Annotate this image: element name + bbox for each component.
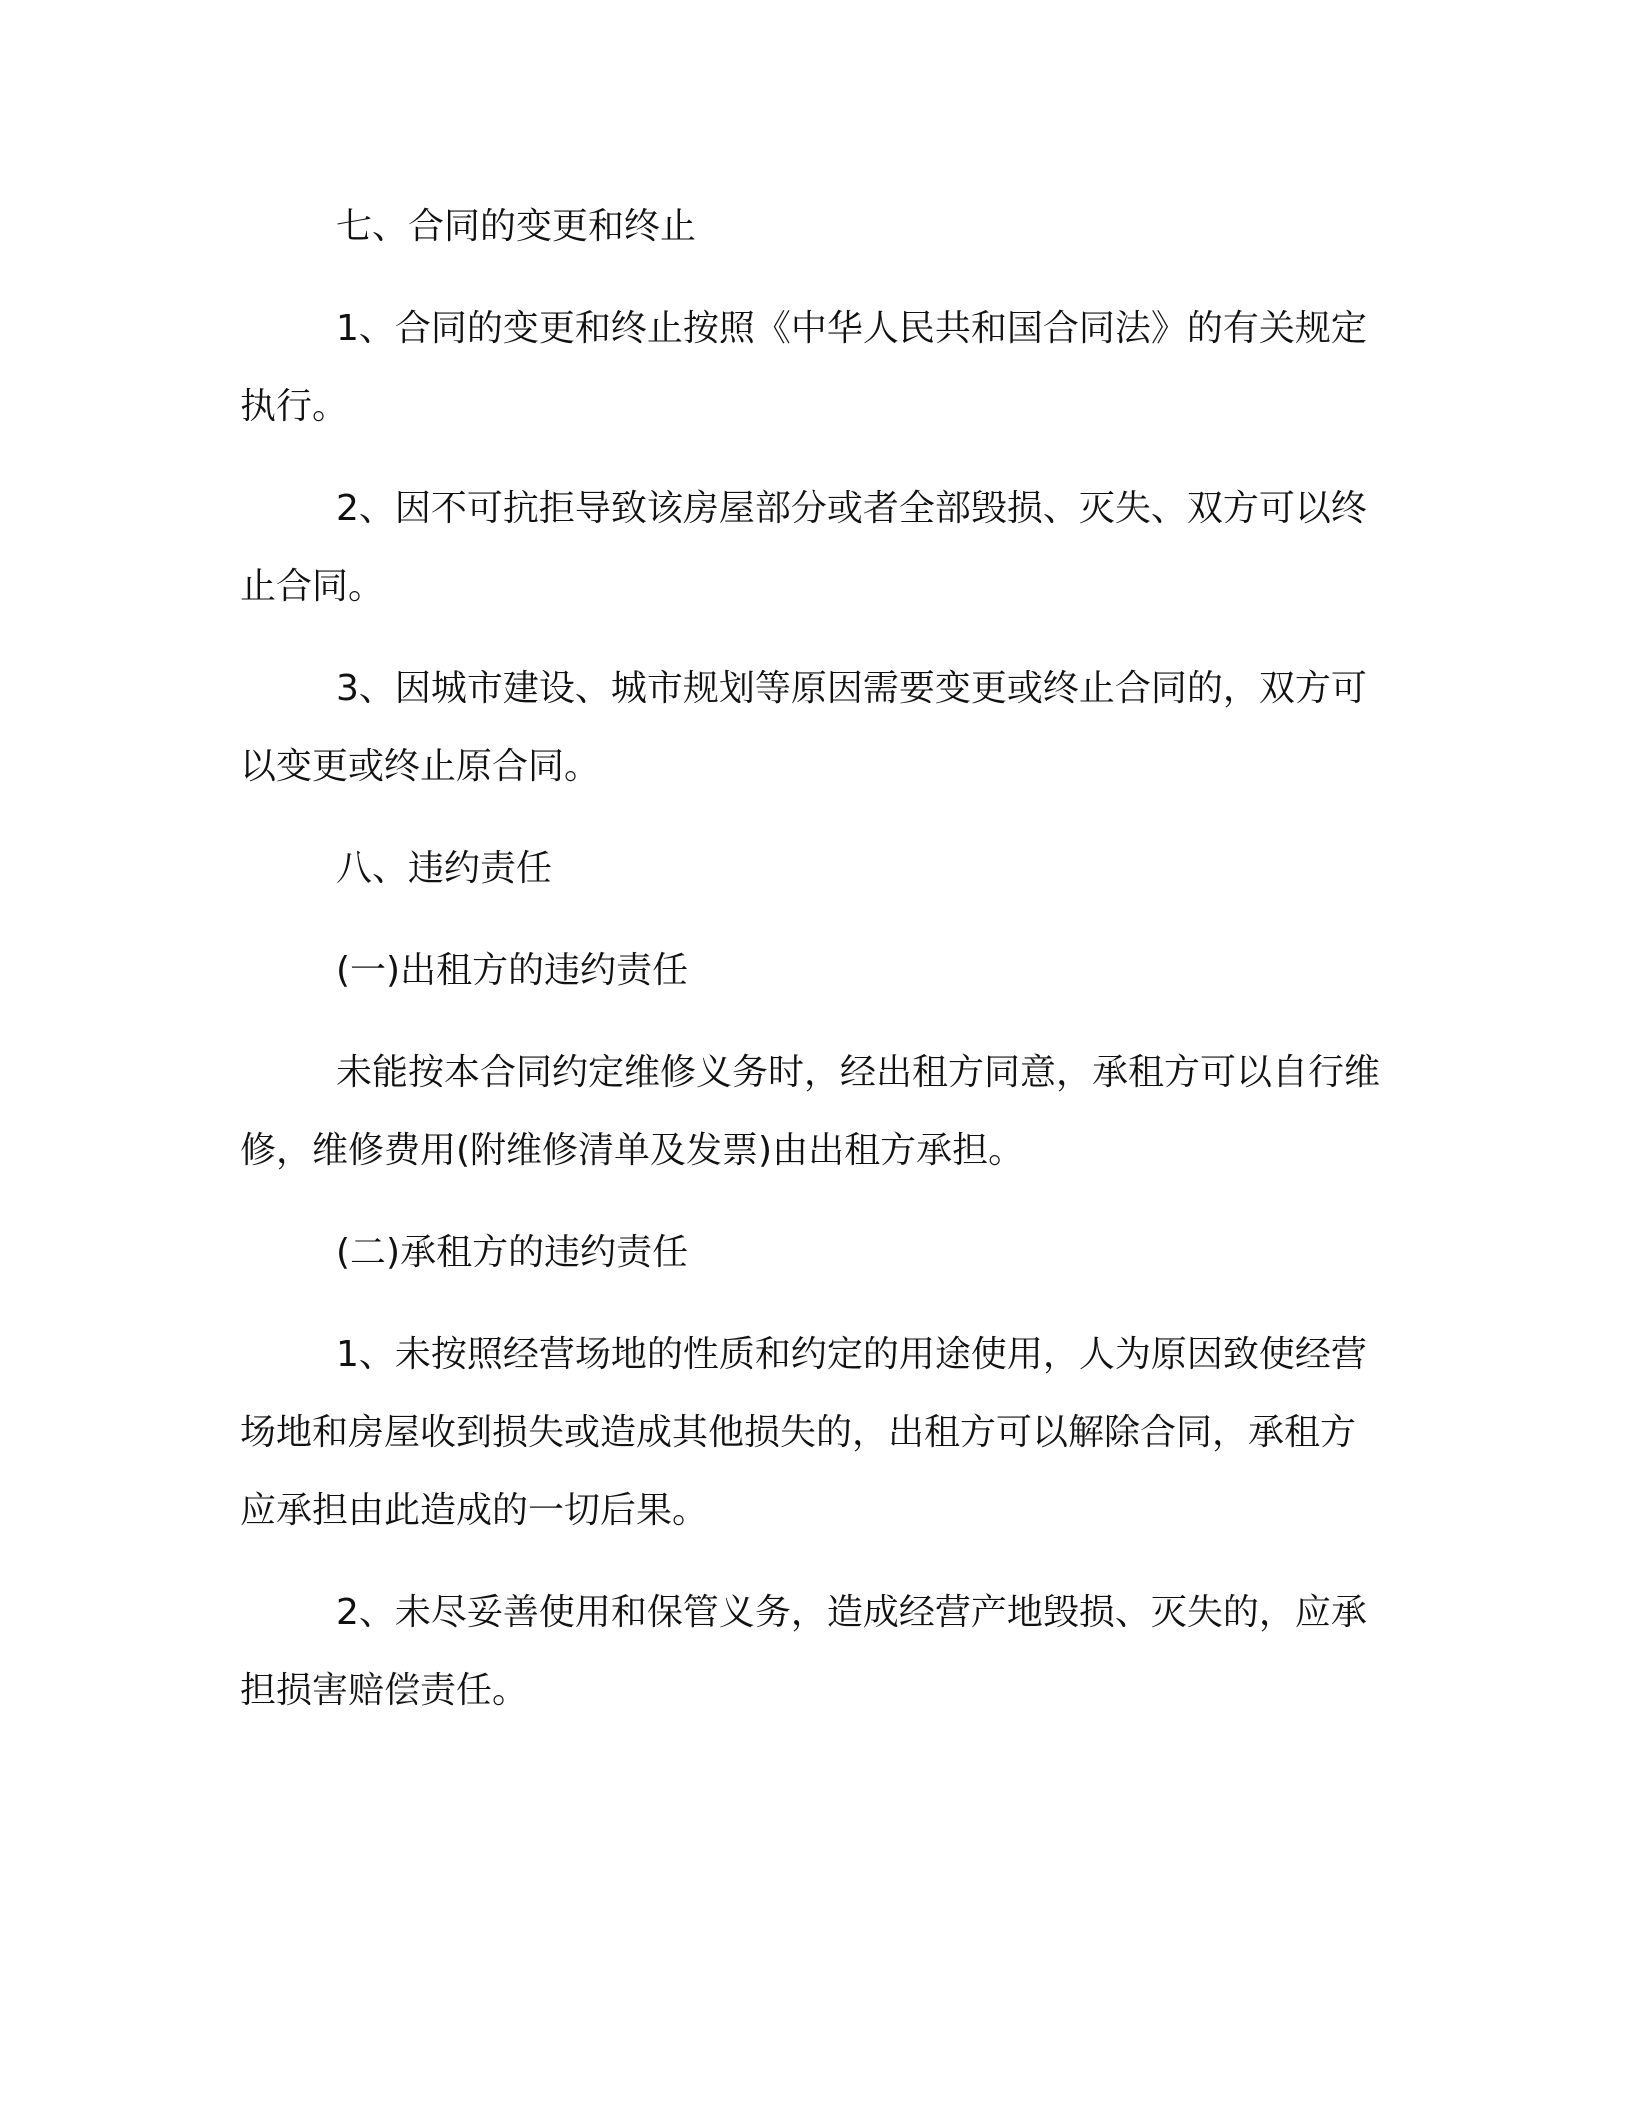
clause-7-2: 2、因不可抗拒导致该房屋部分或者全部毁损、灭失、双方可以终止合同。 xyxy=(240,488,1367,607)
clause-7-1: 1、合同的变更和终止按照《中华人民共和国合同法》的有关规定执行。 xyxy=(240,308,1367,427)
lessor-liability-text: 未能按本合同约定维修义务时，经出租方同意，承租方可以自行维修，维修费用(附维修清单及发票)由出租方承担。 xyxy=(240,1052,1381,1171)
clause-7-3: 3、因城市建设、城市规划等原因需要变更或终止合同的，双方可以变更或终止原合同。 xyxy=(240,668,1367,787)
document-body xyxy=(240,188,1380,1754)
lessee-clause-2: 2、未尽妥善使用和保管义务，造成经营产地毁损、灭失的，应承担损害赔偿责任。 xyxy=(240,1592,1367,1711)
section-heading-7: 七、合同的变更和终止 xyxy=(336,206,697,247)
section-heading-8: 八、违约责任 xyxy=(336,848,553,889)
subheading-lessee-liability: (二)承租方的违约责任 xyxy=(336,1232,689,1273)
lessee-clause-1: 1、未按照经营场地的性质和约定的用途使用，人为原因致使经营场地和房屋收到损失或造成其他损失的，出租方可以解除合同，承租方应承担由此造成的一切后果。 xyxy=(240,1334,1367,1531)
subheading-lessor-liability: (一)出租方的违约责任 xyxy=(336,950,689,991)
